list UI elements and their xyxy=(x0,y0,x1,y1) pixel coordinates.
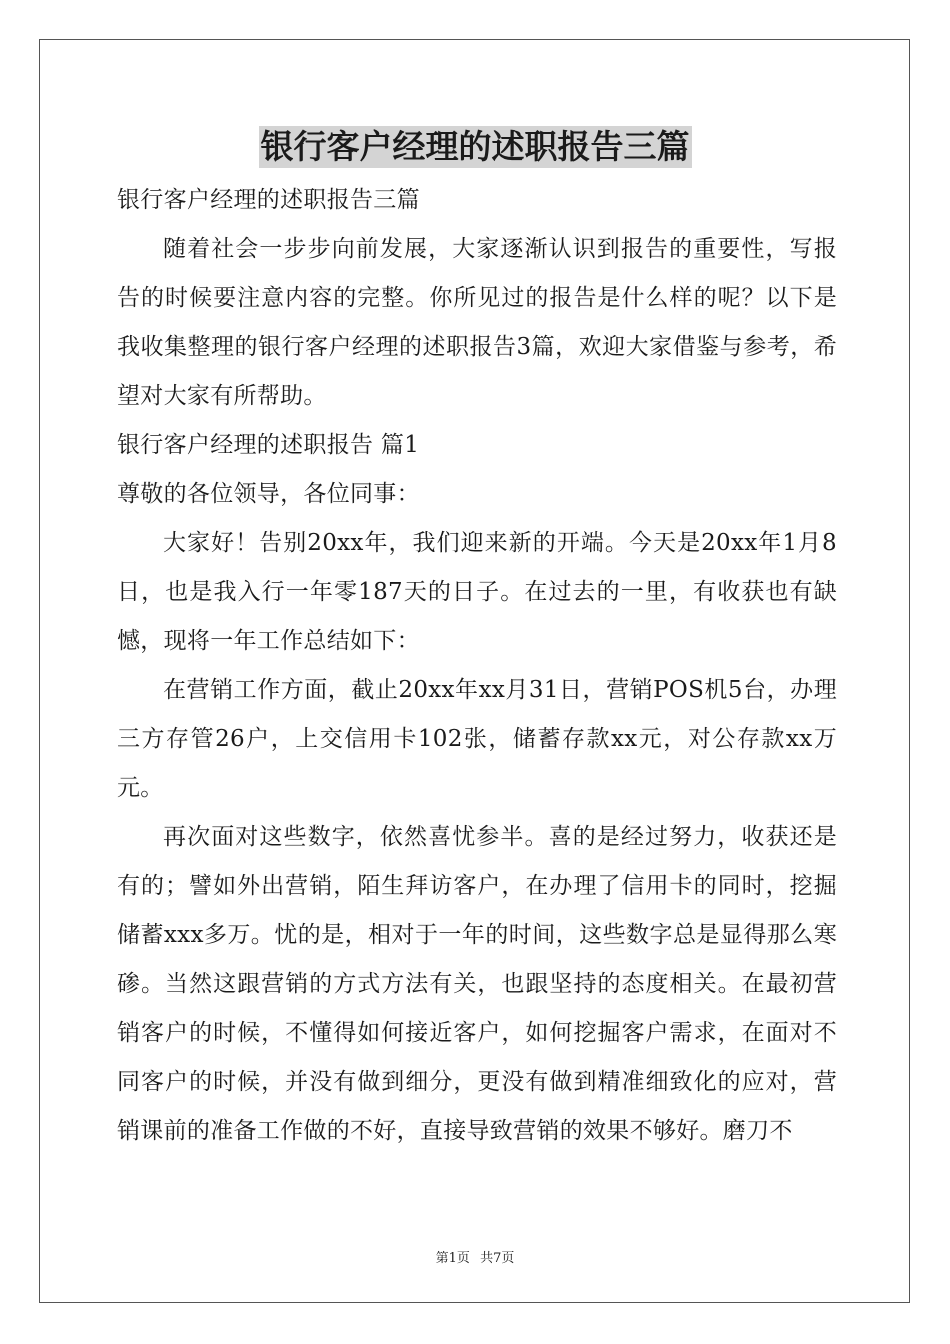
page-footer xyxy=(0,1247,950,1266)
page-number: 第1页 xyxy=(435,1251,470,1266)
paragraph: 银行客户经理的述职报告三篇 xyxy=(117,187,420,213)
section-heading: 银行客户经理的述职报告 篇1 xyxy=(117,432,420,458)
document-body xyxy=(117,176,837,1156)
title-container xyxy=(0,126,950,168)
paragraph: 再次面对这些数字，依然喜忧参半。喜的是经过努力，收获还是有的；譬如外出营销，陌生拜访客户，在办理了信用卡的同时，挖掘储蓄xxx多万。忧的是，相对于一年的时间，这些数字总是显得那么寒碜。当然这跟营销的方式方法有关，也跟坚持的态度相关。在最初营销客户的时候，不懂得如何接近客户，如何挖掘客户需求，在面对不同客户的时候，并没有做到细分，更没有做到精准细致化的应对，营销课前的准备工作做的不好，直接导致营销的效果不够好。磨刀不 xyxy=(117,824,837,1144)
document-title: 银行客户经理的述职报告三篇 xyxy=(260,127,690,166)
paragraph: 随着社会一步步向前发展，大家逐渐认识到报告的重要性，写报告的时候要注意内容的完整。你所见过的报告是什么样的呢？以下是我收集整理的银行客户经理的述职报告3篇，欢迎大家借鉴与参考，希望对大家有所帮助。 xyxy=(117,236,837,409)
paragraph: 大家好！告别20xx年，我们迎来新的开端。今天是20xx年1月8日，也是我入行一年零187天的日子。在过去的一里，有收获也有缺憾，现将一年工作总结如下： xyxy=(117,530,837,654)
salutation: 尊敬的各位领导，各位同事： xyxy=(117,481,420,507)
total-pages: 共7页 xyxy=(480,1251,515,1266)
paragraph: 在营销工作方面，截止20xx年xx月31日，营销POS机5台，办理三方存管26户，上交信用卡102张，储蓄存款xx元，对公存款xx万元。 xyxy=(117,677,837,801)
